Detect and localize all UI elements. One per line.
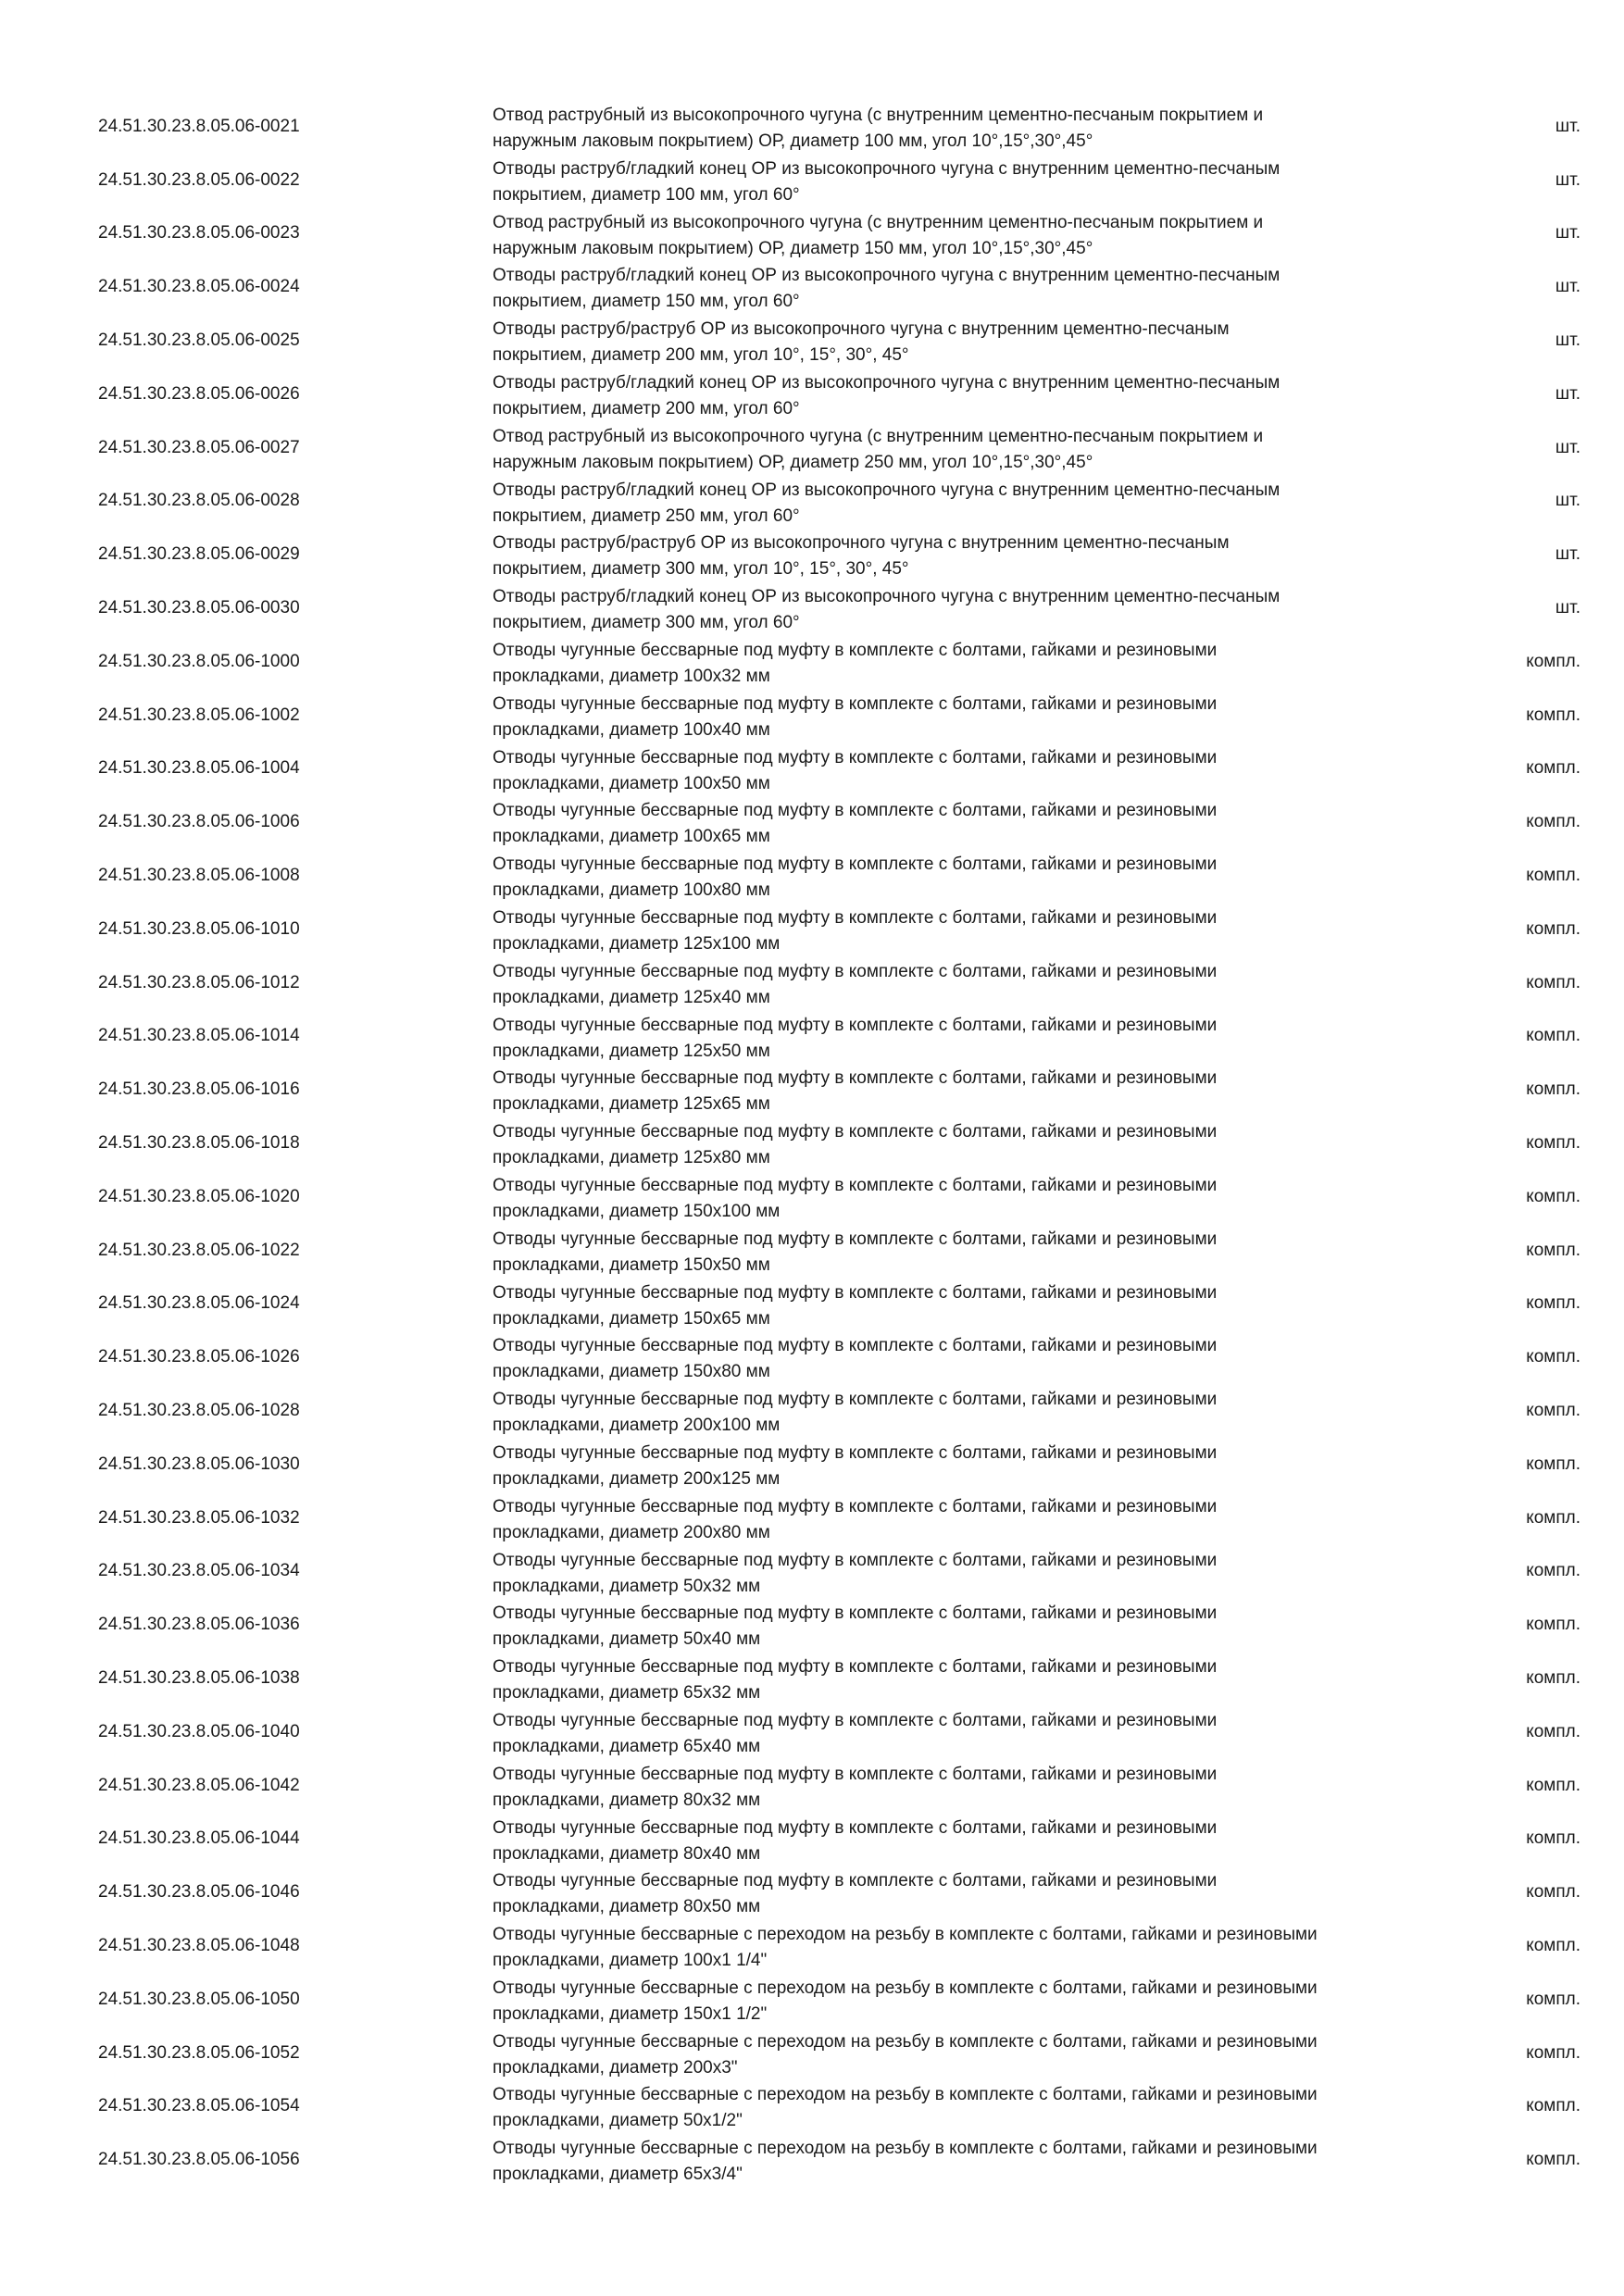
item-unit: компл. xyxy=(1526,1507,1580,1528)
item-unit: шт. xyxy=(1555,169,1580,190)
item-description: Отводы чугунные бессварные под муфту в комплекте с болтами, гайками и резиновыми прокладками, диаметр 100х65 мм xyxy=(493,801,1218,847)
item-description: Отводы чугунные бессварные под муфту в комплекте с болтами, гайками и резиновыми прокладками, диаметр 125х65 мм xyxy=(493,1068,1218,1115)
item-unit: шт. xyxy=(1555,116,1580,136)
table-row xyxy=(0,689,1624,742)
table-row xyxy=(0,314,1624,368)
item-unit: компл. xyxy=(1526,1186,1580,1206)
table-row xyxy=(0,528,1624,581)
item-description: Отводы чугунные бессварные с переходом на резьбу в комплекте с болтами, гайками и резиновыми прокладками, диаметр 150х1 1/2" xyxy=(493,1978,1318,2024)
item-unit: компл. xyxy=(1526,1935,1580,1955)
table-row xyxy=(0,581,1624,635)
item-description: Отводы чугунные бессварные с переходом на резьбу в комплекте с болтами, гайками и резиновыми прокладками, диаметр 200х3" xyxy=(493,2031,1318,2078)
item-code: 24.51.30.23.8.05.06-1038 xyxy=(98,1668,300,1688)
item-unit: компл. xyxy=(1526,1668,1580,1688)
table-row xyxy=(0,1919,1624,1973)
item-unit: компл. xyxy=(1526,1079,1580,1100)
table-row xyxy=(0,100,1624,154)
item-code: 24.51.30.23.8.05.06-1026 xyxy=(98,1347,300,1367)
item-unit: шт. xyxy=(1555,277,1580,297)
item-description: Отводы чугунные бессварные под муфту в комплекте с болтами, гайками и резиновыми прокладками, диаметр 100х32 мм xyxy=(493,640,1218,686)
table-row xyxy=(0,1063,1624,1117)
item-description: Отводы раструб/гладкий конец ОР из высокопрочного чугуна с внутренним цементно-песчаным покрытием, диаметр 250 мм, угол 60° xyxy=(493,480,1280,526)
item-unit: компл. xyxy=(1526,2096,1580,2116)
item-description: Отвод раструбный из высокопрочного чугуна (с внутренним цементно-песчаным покрытием и наружным лаковым покрытием) ОР, диаметр 150 мм, угол 10°,15°,30°,45° xyxy=(493,212,1264,258)
item-code: 24.51.30.23.8.05.06-0027 xyxy=(98,437,300,457)
item-unit: компл. xyxy=(1526,2042,1580,2063)
item-code: 24.51.30.23.8.05.06-0029 xyxy=(98,544,300,565)
item-description: Отводы чугунные бессварные под муфту в комплекте с болтами, гайками и резиновыми прокладками, диаметр 200х80 мм xyxy=(493,1496,1218,1542)
table-row xyxy=(0,1652,1624,1705)
item-description: Отводы раструб/раструб ОР из высокопрочного чугуна с внутренним цементно-песчаным покрытием, диаметр 200 мм, угол 10°, 15°, 30°, 45° xyxy=(493,319,1230,366)
table-row xyxy=(0,1759,1624,1813)
item-description: Отводы чугунные бессварные под муфту в комплекте с болтами, гайками и резиновыми прокладками, диаметр 200х100 мм xyxy=(493,1390,1218,1436)
item-description: Отводы чугунные бессварные под муфту в комплекте с болтами, гайками и резиновыми прокладками, диаметр 200х125 мм xyxy=(493,1442,1218,1489)
item-description: Отводы чугунные бессварные под муфту в комплекте с болтами, гайками и резиновыми прокладками, диаметр 65х32 мм xyxy=(493,1657,1218,1703)
item-code: 24.51.30.23.8.05.06-1050 xyxy=(98,1989,300,2009)
item-unit: компл. xyxy=(1526,812,1580,832)
table-row xyxy=(0,1117,1624,1170)
item-code: 24.51.30.23.8.05.06-0024 xyxy=(98,277,300,297)
item-unit: шт. xyxy=(1555,598,1580,618)
item-description: Отводы чугунные бессварные под муфту в комплекте с болтами, гайками и резиновыми прокладками, диаметр 125х50 мм xyxy=(493,1015,1218,1061)
table-row xyxy=(0,154,1624,207)
item-code: 24.51.30.23.8.05.06-1030 xyxy=(98,1454,300,1474)
table-row xyxy=(0,956,1624,1010)
table-row xyxy=(0,1705,1624,1759)
item-description: Отводы чугунные бессварные под муфту в комплекте с болтами, гайками и резиновыми прокладками, диаметр 100х50 мм xyxy=(493,747,1218,793)
table-row xyxy=(0,1973,1624,2027)
item-unit: компл. xyxy=(1526,1401,1580,1421)
item-description: Отвод раструбный из высокопрочного чугуна (с внутренним цементно-песчаным покрытием и наружным лаковым покрытием) ОР, диаметр 100 мм, угол 10°,15°,30°,45° xyxy=(493,106,1264,151)
item-code: 24.51.30.23.8.05.06-1052 xyxy=(98,2042,300,2063)
item-description: Отводы чугунные бессварные с переходом на резьбу в комплекте с болтами, гайками и резиновыми прокладками, диаметр 100х1 1/4" xyxy=(493,1925,1318,1971)
item-code: 24.51.30.23.8.05.06-1042 xyxy=(98,1775,300,1795)
item-description: Отводы чугунные бессварные под муфту в комплекте с болтами, гайками и резиновыми прокладками, диаметр 150х100 мм xyxy=(493,1175,1218,1221)
item-description: Отводы чугунные бессварные под муфту в комплекте с болтами, гайками и резиновыми прокладками, диаметр 80х40 мм xyxy=(493,1817,1218,1864)
item-code: 24.51.30.23.8.05.06-0030 xyxy=(98,598,300,618)
item-code: 24.51.30.23.8.05.06-1016 xyxy=(98,1079,300,1100)
table-row xyxy=(0,1598,1624,1652)
table-row xyxy=(0,475,1624,529)
item-code: 24.51.30.23.8.05.06-1048 xyxy=(98,1935,300,1955)
item-unit: компл. xyxy=(1526,1721,1580,1741)
item-description: Отводы раструб/раструб ОР из высокопрочного чугуна с внутренним цементно-песчаным покрытием, диаметр 300 мм, угол 10°, 15°, 30°, 45° xyxy=(493,533,1230,580)
item-code: 24.51.30.23.8.05.06-1054 xyxy=(98,2096,300,2116)
table-row xyxy=(0,1224,1624,1278)
item-code: 24.51.30.23.8.05.06-1056 xyxy=(98,2150,300,2170)
table-row xyxy=(0,1813,1624,1866)
item-code: 24.51.30.23.8.05.06-1034 xyxy=(98,1561,300,1581)
item-description: Отводы чугунные бессварные под муфту в комплекте с болтами, гайками и резиновыми прокладками, диаметр 80х50 мм xyxy=(493,1871,1218,1917)
item-code: 24.51.30.23.8.05.06-1036 xyxy=(98,1615,300,1635)
item-description: Отводы чугунные бессварные под муфту в комплекте с болтами, гайками и резиновыми прокладками, диаметр 100х40 мм xyxy=(493,693,1218,740)
item-code: 24.51.30.23.8.05.06-0021 xyxy=(98,116,300,136)
item-code: 24.51.30.23.8.05.06-1012 xyxy=(98,972,300,992)
item-unit: компл. xyxy=(1526,972,1580,992)
item-description: Отводы чугунные бессварные под муфту в комплекте с болтами, гайками и резиновыми прокладками, диаметр 80х32 мм xyxy=(493,1764,1218,1810)
item-unit: шт. xyxy=(1555,383,1580,404)
table-row xyxy=(0,1330,1624,1384)
item-description: Отводы чугунные бессварные под муфту в комплекте с болтами, гайками и резиновыми прокладками, диаметр 150х65 мм xyxy=(493,1282,1218,1329)
item-description: Отводы чугунные бессварные под муфту в комплекте с болтами, гайками и резиновыми прокладками, диаметр 50х32 мм xyxy=(493,1550,1218,1596)
item-unit: компл. xyxy=(1526,1775,1580,1795)
item-code: 24.51.30.23.8.05.06-1002 xyxy=(98,705,300,725)
table-row xyxy=(0,207,1624,261)
item-unit: шт. xyxy=(1555,491,1580,511)
table-row xyxy=(0,1010,1624,1064)
item-unit: компл. xyxy=(1526,758,1580,779)
item-code: 24.51.30.23.8.05.06-1046 xyxy=(98,1882,300,1903)
item-unit: компл. xyxy=(1526,1828,1580,1849)
item-unit: компл. xyxy=(1526,1454,1580,1474)
item-unit: компл. xyxy=(1526,651,1580,671)
item-description: Отводы чугунные бессварные под муфту в комплекте с болтами, гайками и резиновыми прокладками, диаметр 125х80 мм xyxy=(493,1122,1218,1168)
item-code: 24.51.30.23.8.05.06-1010 xyxy=(98,918,300,939)
table-row xyxy=(0,1384,1624,1438)
item-code: 24.51.30.23.8.05.06-1024 xyxy=(98,1293,300,1314)
table-row xyxy=(0,368,1624,421)
item-code: 24.51.30.23.8.05.06-1008 xyxy=(98,866,300,886)
item-unit: компл. xyxy=(1526,1240,1580,1260)
item-code: 24.51.30.23.8.05.06-0025 xyxy=(98,331,300,351)
item-code: 24.51.30.23.8.05.06-1044 xyxy=(98,1828,300,1849)
item-code: 24.51.30.23.8.05.06-1040 xyxy=(98,1721,300,1741)
item-unit: компл. xyxy=(1526,1615,1580,1635)
item-code: 24.51.30.23.8.05.06-1020 xyxy=(98,1186,300,1206)
table-row xyxy=(0,260,1624,314)
item-unit: шт. xyxy=(1555,544,1580,565)
item-code: 24.51.30.23.8.05.06-0026 xyxy=(98,383,300,404)
table-row xyxy=(0,849,1624,903)
table-row xyxy=(0,1170,1624,1224)
table-row xyxy=(0,1278,1624,1331)
table-row xyxy=(0,1438,1624,1491)
item-unit: шт. xyxy=(1555,437,1580,457)
item-description: Отводы раструб/гладкий конец ОР из высокопрочного чугуна с внутренним цементно-песчаным покрытием, диаметр 100 мм, угол 60° xyxy=(493,158,1280,205)
item-unit: компл. xyxy=(1526,1561,1580,1581)
table-row xyxy=(0,903,1624,956)
table-row xyxy=(0,1866,1624,1919)
item-unit: компл. xyxy=(1526,1882,1580,1903)
table-row xyxy=(0,2027,1624,2080)
item-code: 24.51.30.23.8.05.06-0022 xyxy=(98,169,300,190)
item-description: Отводы чугунные бессварные под муфту в комплекте с болтами, гайками и резиновыми прокладками, диаметр 125х40 мм xyxy=(493,961,1218,1007)
item-code: 24.51.30.23.8.05.06-1004 xyxy=(98,758,300,779)
item-unit: шт. xyxy=(1555,223,1580,243)
item-code: 24.51.30.23.8.05.06-1014 xyxy=(98,1026,300,1046)
table-row xyxy=(0,742,1624,796)
table-row xyxy=(0,1491,1624,1545)
table-row xyxy=(0,1545,1624,1599)
item-code: 24.51.30.23.8.05.06-1000 xyxy=(98,651,300,671)
item-unit: компл. xyxy=(1526,1133,1580,1154)
item-description: Отводы чугунные бессварные под муфту в комплекте с болтами, гайками и резиновыми прокладками, диаметр 150х80 мм xyxy=(493,1336,1218,1382)
item-unit: компл. xyxy=(1526,1347,1580,1367)
item-unit: компл. xyxy=(1526,1026,1580,1046)
item-unit: компл. xyxy=(1526,1293,1580,1314)
item-code: 24.51.30.23.8.05.06-0028 xyxy=(98,491,300,511)
item-description: Отводы раструб/гладкий конец ОР из высокопрочного чугуна с внутренним цементно-песчаным покрытием, диаметр 200 мм, угол 60° xyxy=(493,372,1280,418)
item-code: 24.51.30.23.8.05.06-1032 xyxy=(98,1507,300,1528)
table-row xyxy=(0,2079,1624,2133)
item-code: 24.51.30.23.8.05.06-1022 xyxy=(98,1240,300,1260)
item-unit: компл. xyxy=(1526,2150,1580,2170)
item-code: 24.51.30.23.8.05.06-1018 xyxy=(98,1133,300,1154)
table-row xyxy=(0,635,1624,689)
item-unit: шт. xyxy=(1555,331,1580,351)
item-description: Отводы раструб/гладкий конец ОР из высокопрочного чугуна с внутренним цементно-песчаным покрытием, диаметр 300 мм, угол 60° xyxy=(493,587,1280,633)
item-description: Отводы чугунные бессварные под муфту в комплекте с болтами, гайками и резиновыми прокладками, диаметр 50х40 мм xyxy=(493,1603,1218,1650)
table-row xyxy=(0,421,1624,475)
item-description: Отводы чугунные бессварные под муфту в комплекте с болтами, гайками и резиновыми прокладками, диаметр 100х80 мм xyxy=(493,855,1218,901)
item-description: Отводы чугунные бессварные под муфту в комплекте с болтами, гайками и резиновыми прокладками, диаметр 65х40 мм xyxy=(493,1710,1218,1756)
item-code: 24.51.30.23.8.05.06-0023 xyxy=(98,223,300,243)
item-code: 24.51.30.23.8.05.06-1006 xyxy=(98,812,300,832)
item-description: Отводы чугунные бессварные под муфту в комплекте с болтами, гайками и резиновыми прокладками, диаметр 150х50 мм xyxy=(493,1229,1218,1275)
item-unit: компл. xyxy=(1526,866,1580,886)
item-description: Отвод раструбный из высокопрочного чугуна (с внутренним цементно-песчаным покрытием и наружным лаковым покрытием) ОР, диаметр 250 мм, угол 10°,15°,30°,45° xyxy=(493,426,1264,472)
table-row xyxy=(0,2133,1624,2187)
table-row xyxy=(0,795,1624,849)
item-unit: компл. xyxy=(1526,918,1580,939)
item-code: 24.51.30.23.8.05.06-1028 xyxy=(98,1401,300,1421)
item-description: Отводы чугунные бессварные с переходом на резьбу в комплекте с болтами, гайками и резиновыми прокладками, диаметр 65х3/4" xyxy=(493,2139,1318,2185)
item-unit: компл. xyxy=(1526,1989,1580,2009)
item-description: Отводы раструб/гладкий конец ОР из высокопрочного чугуна с внутренним цементно-песчаным покрытием, диаметр 150 мм, угол 60° xyxy=(493,266,1280,312)
item-description: Отводы чугунные бессварные под муфту в комплекте с болтами, гайками и резиновыми прокладками, диаметр 125х100 мм xyxy=(493,907,1218,954)
item-unit: компл. xyxy=(1526,705,1580,725)
item-description: Отводы чугунные бессварные с переходом на резьбу в комплекте с болтами, гайками и резиновыми прокладками, диаметр 50х1/2" xyxy=(493,2085,1318,2131)
price-table xyxy=(0,100,1624,2187)
